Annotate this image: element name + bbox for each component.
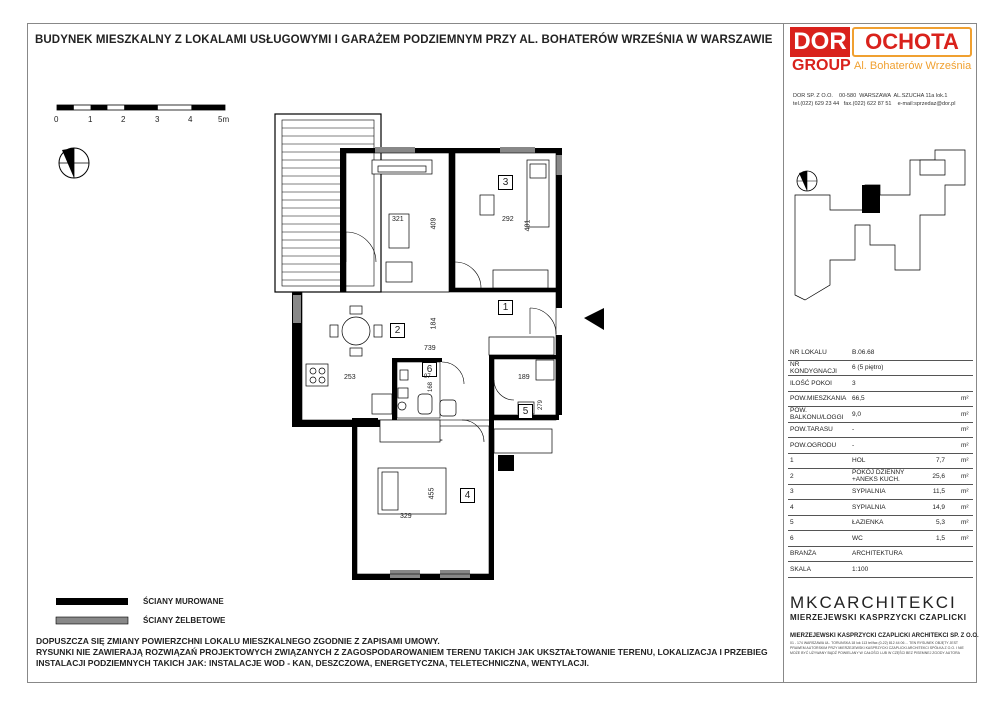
architect-logo: MKCARCHITEKCI bbox=[790, 593, 957, 612]
table-row: ILOŚĆ POKOI 3 bbox=[788, 376, 973, 392]
dimension-label: 189 bbox=[518, 374, 530, 381]
note-line: INSTALACJI PODZIEMNYCH TAKICH JAK: INSTALACJE WOD - KAN, DESZCZOWA, ENERGETYCZNA, TELETECHNICZNA, WENTYLACJI. bbox=[36, 658, 589, 668]
dimension-label: 321 bbox=[392, 216, 404, 223]
scale-label: 4 bbox=[188, 115, 193, 124]
dimension-label: 97 bbox=[424, 374, 431, 380]
table-row: 3 SYPIALNIA 11,5 m² bbox=[788, 484, 973, 500]
room-number: 1 bbox=[498, 300, 513, 315]
table-row: 1 HOL 7,7 m² bbox=[788, 453, 973, 469]
key-plan-apartment-highlight bbox=[862, 185, 880, 213]
table-row: 5 ŁAZIENKA 5,3 m² bbox=[788, 515, 973, 531]
legend-concrete-label: ŚCIANY ŻELBETOWE bbox=[143, 616, 226, 625]
table-row: 2 POKÓJ DZIENNY +ANEKS KUCH. 25,6 m² bbox=[788, 469, 973, 485]
scale-label: 0 bbox=[54, 115, 59, 124]
notes bbox=[36, 636, 768, 669]
legend-concrete-swatch bbox=[56, 617, 128, 624]
architect-fine-print: 01 - 174 WARSZAWA UL. TORUNSKA 18 lok 113 tel/fax (0-22) 812 44 06 ... TEN RYSUNEK OBJĘTY JEST PRAWEM AUTORSKIM PRZY MIERZEJEWSKI KASPRZYCKI CZAPLICKI ARCHITEKCI SPÓŁKA Z O.O. I NIE MOŻE BYĆ UŻYWANY BĄDŹ POWIELANY W CAŁOŚCI LUB W CZĘŚCI BEZ PISEMNEJ ZGODY AUTORA bbox=[790, 641, 964, 655]
architect-subtitle: MIERZEJEWSKI KASPRZYCKI CZAPLICKI bbox=[790, 613, 967, 622]
room-number: 6 bbox=[422, 362, 437, 377]
entrance-arrow-icon bbox=[584, 308, 604, 330]
table-row: 6 WC 1,5 m² bbox=[788, 531, 973, 547]
dimension-label: 253 bbox=[344, 374, 356, 381]
table-row: NR KONDYGNACJI 6 (5 piętro) bbox=[788, 360, 973, 376]
balcony bbox=[275, 114, 381, 292]
table-row: SKALA 1:100 bbox=[788, 562, 973, 578]
dimension-label: 292 bbox=[502, 216, 514, 223]
table-row: POW.MIESZKANIA 66,5 m² bbox=[788, 391, 973, 407]
logo-dor: DOR bbox=[790, 27, 850, 57]
table-row: POW. BALKONU/LOGGI 9,0 m² bbox=[788, 407, 973, 423]
legend-masonry-label: ŚCIANY MUROWANE bbox=[143, 597, 224, 606]
note-line: RYSUNKI NIE ZAWIERAJĄ ROZWIĄZAŃ PROJEKTOWYCH ZWIĄZANYCH Z ZAGOSPODAROWANIEM TERENU TAKICH JAK UKSZTAŁTOWANIE TERENU, LOKALIZACJA I PRZEBIEG bbox=[36, 647, 768, 657]
architect-company: MIERZEJEWSKI KASPRZYCKI CZAPLICKI ARCHITEKCI SP. Z O.O. bbox=[790, 633, 979, 639]
table-row: 4 SYPIALNIA 14,9 m² bbox=[788, 500, 973, 516]
room-number: 3 bbox=[498, 175, 513, 190]
key-plan bbox=[795, 150, 965, 300]
room-number: 2 bbox=[390, 323, 405, 338]
dimension-label: 455 bbox=[428, 487, 436, 500]
north-arrow-small-icon bbox=[797, 171, 817, 191]
note-line: DOPUSZCZA SIĘ ZMIANY POWIERZCHNI LOKALU MIESZKALNEGO ZGODNIE Z ZAPISAMI UMOWY. bbox=[36, 636, 440, 646]
dimension-label: 409 bbox=[430, 217, 438, 230]
legend-masonry-swatch bbox=[56, 598, 128, 605]
logo-ochota: OCHOTA bbox=[852, 27, 972, 57]
north-arrow-icon bbox=[59, 148, 89, 178]
scale-label: 3 bbox=[155, 115, 160, 124]
table-row: POW.TARASU - m² bbox=[788, 422, 973, 438]
page-title: BUDYNEK MIESZKALNY Z LOKALAMI USŁUGOWYMI I GARAŻEM PODZIEMNYM PRZY AL. BOHATERÓW WRZEŚNIA W WARSZAWIE bbox=[35, 34, 773, 46]
logo-group: GROUP bbox=[792, 57, 851, 74]
dimension-label: 279 bbox=[538, 399, 545, 411]
scale-label: 2 bbox=[121, 115, 126, 124]
room-number: 5 bbox=[518, 404, 533, 419]
dimension-label: 184 bbox=[430, 317, 438, 330]
apartment-info-table bbox=[788, 345, 973, 578]
dimension-label: 739 bbox=[424, 345, 436, 352]
dimension-label: 329 bbox=[400, 513, 412, 520]
scale-label: 5m bbox=[218, 115, 230, 124]
scale-label: 1 bbox=[88, 115, 93, 124]
room-number: 4 bbox=[460, 488, 475, 503]
table-row: POW.OGRODU - m² bbox=[788, 438, 973, 454]
scale-bar bbox=[57, 105, 225, 110]
dimension-label: 168 bbox=[428, 381, 435, 393]
table-row: BRANŻA ARCHITEKTURA bbox=[788, 546, 973, 562]
developer-address: DOR SP. Z O.O. 00-580 WARSZAWA AL.SZUCHA 11a lok.1 tel.(022) 629 23 44 fax.(022) 622 87 51 e-mail:sprzedaz@dor.pl bbox=[793, 93, 956, 107]
logo-street: Al. Bohaterów Września bbox=[854, 60, 972, 72]
dimension-label: 401 bbox=[524, 219, 532, 232]
table-row: NR LOKALU B.06.68 bbox=[788, 345, 973, 360]
